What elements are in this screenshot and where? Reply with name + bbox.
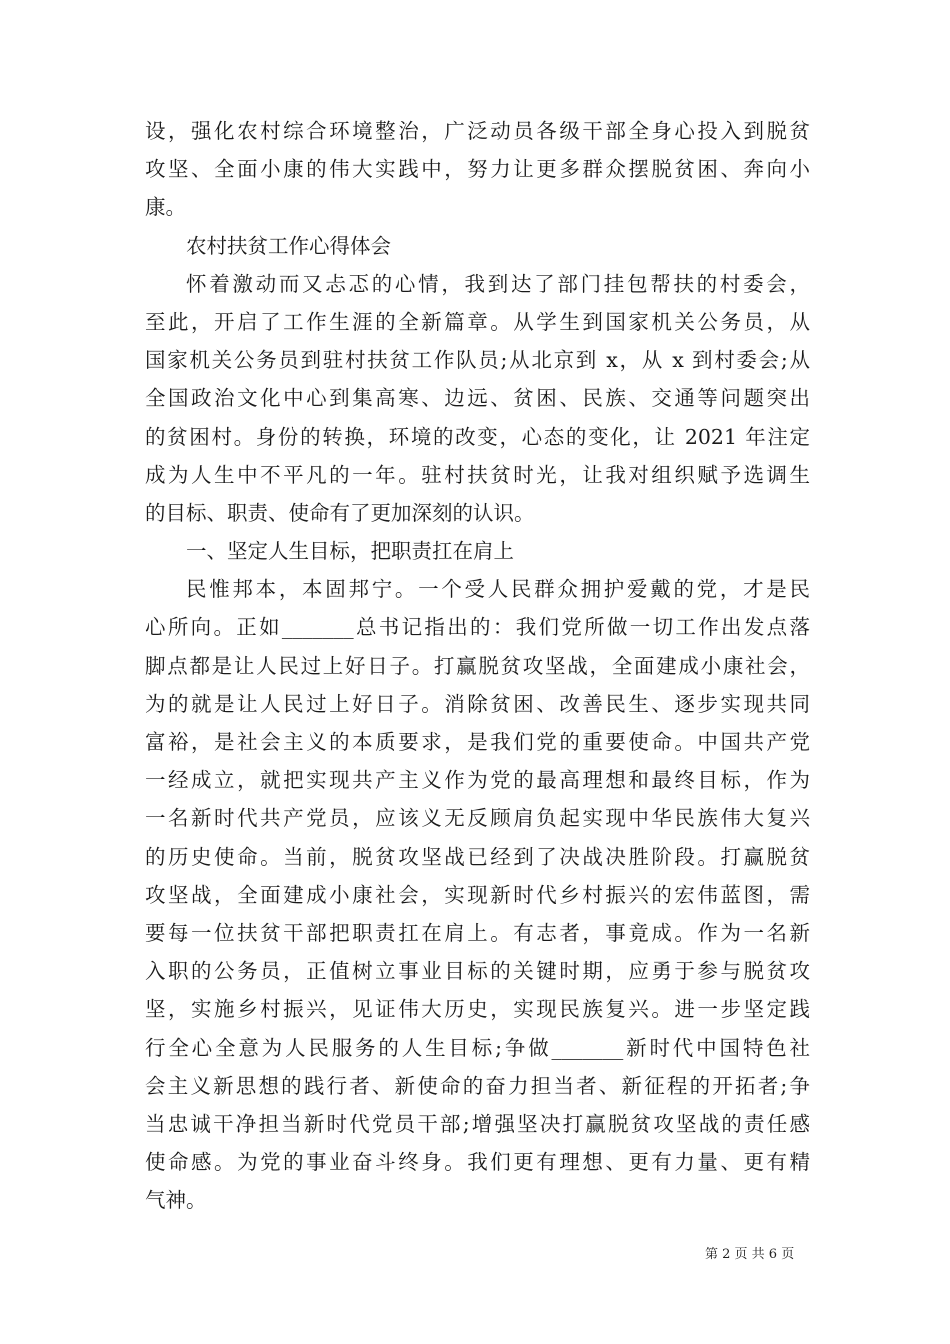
text-line: 的历史使命。当前，脱贫攻坚战已经到了决战决胜阶段。打赢脱贫 [145, 844, 810, 869]
text-line: 坚，实施乡村振兴，见证伟大历史，实现民族复兴。进一步坚定践 [145, 997, 810, 1022]
paragraph-section1 [145, 532, 810, 570]
text-line: 为的就是让人民过上好日子。消除贫困、改善民生、逐步实现共同 [145, 691, 810, 716]
text-line: 行全心全意为人民服务的人生目标;争做_______新时代中国特色社 [145, 1035, 810, 1060]
text-line: 国家机关公务员到驻村扶贫工作队员;从北京到 x，从 x 到村委会;从 [145, 348, 810, 373]
document-body [145, 112, 810, 1219]
paragraph-heading [145, 227, 810, 265]
text-line: 会主义新思想的践行者、新使命的奋力担当者、新征程的开拓者;争 [145, 1073, 810, 1098]
text-line: 使命感。为党的事业奋斗终身。我们更有理想、更有力量、更有精 [145, 1150, 810, 1175]
text-line: 一、坚定人生目标，把职责扛在肩上 [186, 539, 514, 564]
text-line: 至此，开启了工作生涯的全新篇章。从学生到国家机关公务员，从 [145, 309, 810, 334]
paragraph-p2 [145, 265, 810, 532]
text-line: 的贫困村。身份的转换，环境的改变，心态的变化，让 2021 年注定 [145, 424, 810, 449]
text-line: 入职的公务员，正值树立事业目标的关键时期，应勇于参与脱贫攻 [145, 959, 810, 984]
text-line: 一经成立，就把实现共产主义作为党的最高理想和最终目标，作为 [145, 768, 810, 793]
page-number: 第 2 页 共 6 页 [705, 1247, 795, 1262]
text-line: 攻坚战，全面建成小康社会，实现新时代乡村振兴的宏伟蓝图，需 [145, 882, 810, 907]
paragraph-p1 [145, 112, 810, 227]
text-line: 康。 [145, 195, 186, 220]
text-line: 民惟邦本，本固邦宁。一个受人民群众拥护爱戴的党，才是民 [186, 577, 810, 602]
text-line: 农村扶贫工作心得体会 [186, 233, 391, 258]
text-line: 怀着激动而又忐忑的心情，我到达了部门挂包帮扶的村委会， [186, 271, 810, 296]
text-line: 全国政治文化中心到集高寒、边远、贫困、民族、交通等问题突出 [145, 386, 810, 411]
text-line: 的目标、职责、使命有了更加深刻的认识。 [145, 500, 535, 525]
text-line: 当忠诚干净担当新时代党员干部;增强坚决打赢脱贫攻坚战的责任感 [145, 1111, 810, 1136]
text-line: 富裕，是社会主义的本质要求，是我们党的重要使命。中国共产党 [145, 730, 810, 754]
text-line: 攻坚、全面小康的伟大实践中，努力让更多群众摆脱贫困、奔向小 [145, 157, 810, 182]
paragraph-p3 [145, 570, 810, 1219]
text-line: 脚点都是让人民过上好日子。打赢脱贫攻坚战，全面建成小康社会， [145, 653, 810, 678]
text-line: 成为人生中不平凡的一年。驻村扶贫时光，让我对组织赋予选调生 [145, 462, 810, 487]
text-line: 设，强化农村综合环境整治，广泛动员各级干部全身心投入到脱贫 [145, 119, 810, 143]
text-line: 心所向。正如_______总书记指出的：我们党所做一切工作出发点落 [145, 615, 810, 640]
text-line: 一名新时代共产党员，应该义无反顾肩负起实现中华民族伟大复兴 [145, 806, 810, 831]
text-line: 要每一位扶贫干部把职责扛在肩上。有志者，事竟成。作为一名新 [145, 920, 810, 945]
text-line: 气神。 [145, 1188, 207, 1213]
